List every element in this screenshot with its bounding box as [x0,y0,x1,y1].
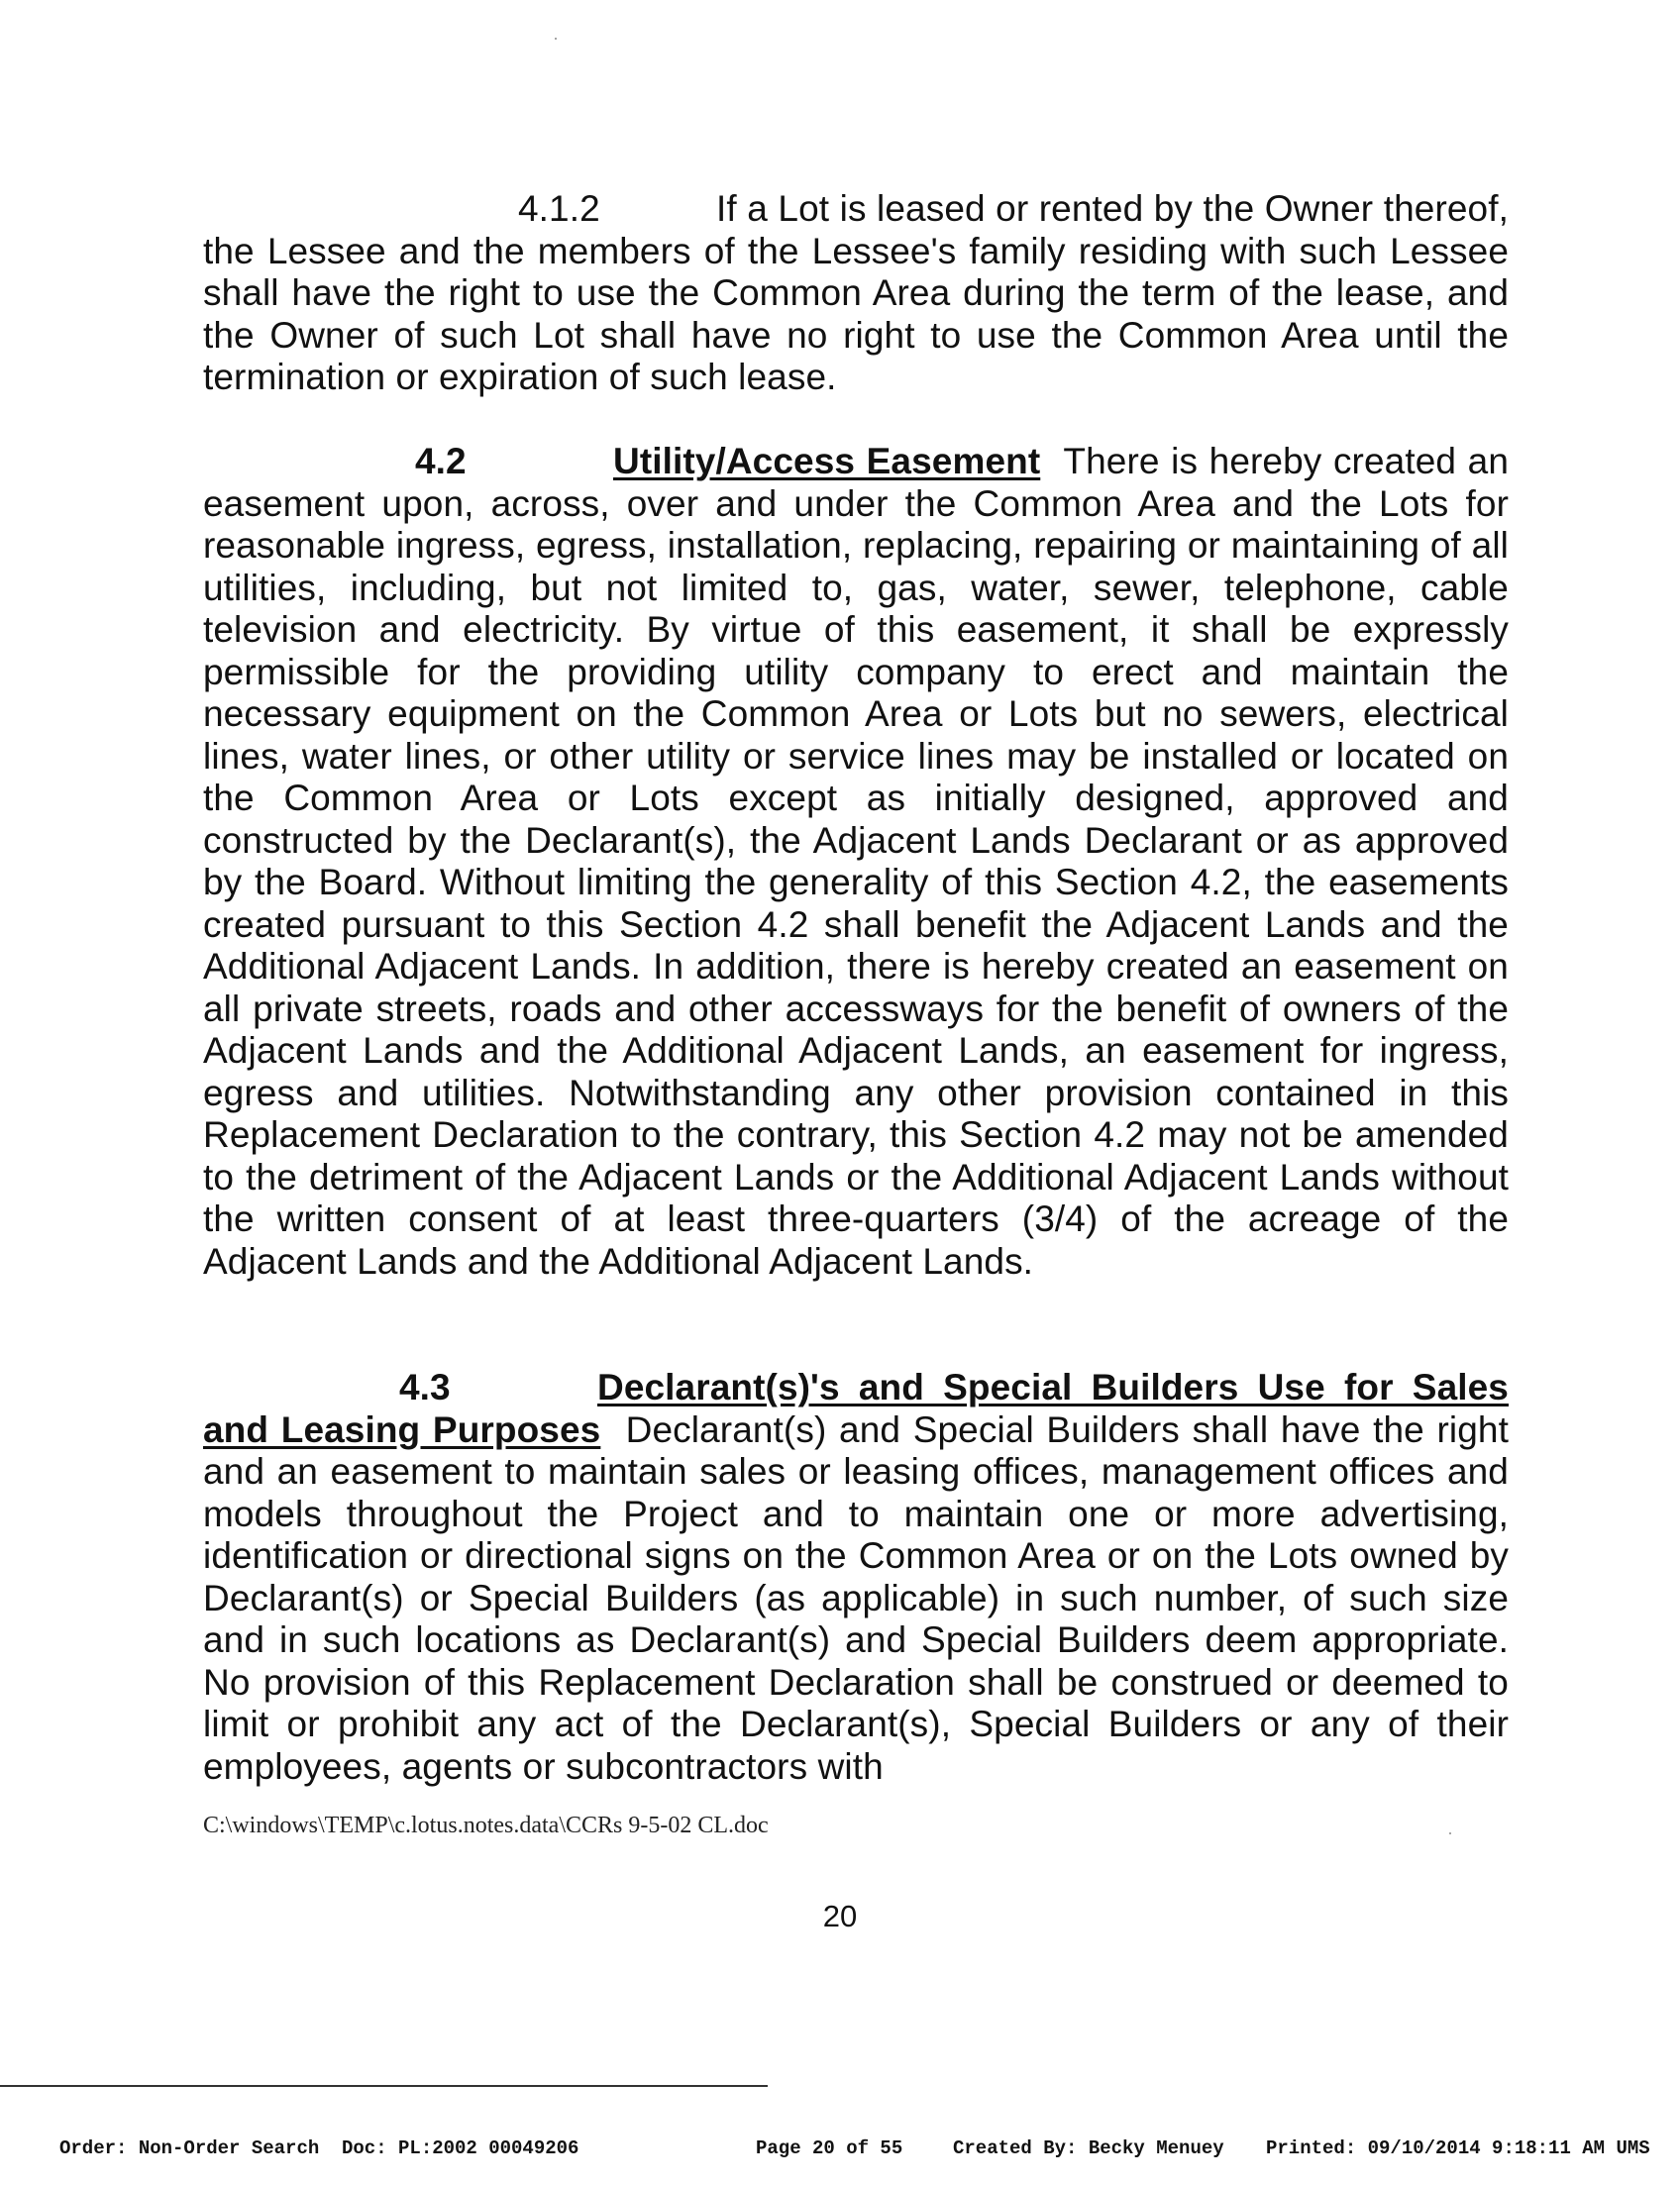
section-text: If a Lot is leased or rented by the Owner thereof, the Lessee and the members of the Lessee's family residing with such Lessee shall have the right to use the Common Area during the term of the lease, and the Owner of such Lot shall have no right to use the Common Area until the termination or expiration of such lease. [203,188,1509,397]
section-heading: Declarant(s)'s and Special Builders Use for Sales and Leasing Purposes [203,1367,1509,1450]
section-text: There is hereby created an easement upon, across, over and under the Common Area and the Lots for reasonable ingress, egress, installation, replacing, repairing or maintaining of all utilities, including, but not limited to, gas, water, sewer, telephone, cable television and electricity. By virtue of this easement, it shall be expressly permissible for the providing utility company to erect and maintain the necessary equipment on the Common Area or Lots but no sewers, electrical lines, water lines, or other utility or service lines may be installed or located on the Common Area or Lots except as initially designed, approved and constructed by the Declarant(s), the Adjacent Lands Declarant or as approved by the Board. Without limiting the generality of this Section 4.2, the easements created pursuant to this Section 4.2 shall benefit the Adjacent Lands and the Additional Adjacent Lands. In addition, there is hereby created an easement on all private streets, roads and other accessways for the benefit of owners of the Adjacent Lands and the Additional Adjacent Lands, an easement for ingress, egress and utilities. Notwithstanding any other provision contained in this Replacement Declaration to the contrary, this Section 4.2 may not be amended to the detriment of the Adjacent Lands or the Additional Adjacent Lands without the written consent of at least three-quarters (3/4) of the acreage of the Adjacent Lands and the Additional Adjacent Lands. [203,441,1510,1282]
page-number: 20 [822,1899,858,1933]
section-text: Declarant(s) and Special Builders shall have the right and an easement to maintain sales or leasing offices, management offices and models throughout the Project and to maintain one or more advertising, identification or directional signs on the Common Area or on the Lots owned by Declarant(s) or Special Builders (as applicable) in such number, of such size and in such locations as Declarant(s) and Special Builders deem appropriate. No provision of this Replacement Declaration shall be construed or deemed to limit or prohibit any act of the Declarant(s), Special Builders or any of their employees, agents or subcontractors with [203,1408,1509,1787]
footer-doc: Doc: PL:2002 00049206 [342,2137,579,2159]
section-heading: Utility/Access Easement [613,441,1041,481]
footer-order: Order: Non-Order Search [59,2137,320,2159]
footer-created-by: Created By: Becky Menuey [953,2137,1224,2159]
section-4-2 [203,441,1509,1283]
section-number: 4.2 [415,441,467,481]
section-number: 4.1.2 [518,188,600,229]
scan-speck [555,38,557,40]
file-path: C:\windows\TEMP\c.lotus.notes.data\CCRs 9-5-02 CL.doc [203,1813,769,1838]
scan-speck [1449,1832,1451,1834]
footer-divider [0,2085,768,2087]
footer-page: Page 20 of 55 [756,2137,903,2159]
section-number: 4.3 [399,1367,451,1407]
footer-printed: Printed: 09/10/2014 9:18:11 AM UMS [1266,2137,1650,2159]
section-4-3 [203,1367,1509,1788]
print-footer [0,2137,1680,2171]
section-4-1-2 [203,188,1509,399]
